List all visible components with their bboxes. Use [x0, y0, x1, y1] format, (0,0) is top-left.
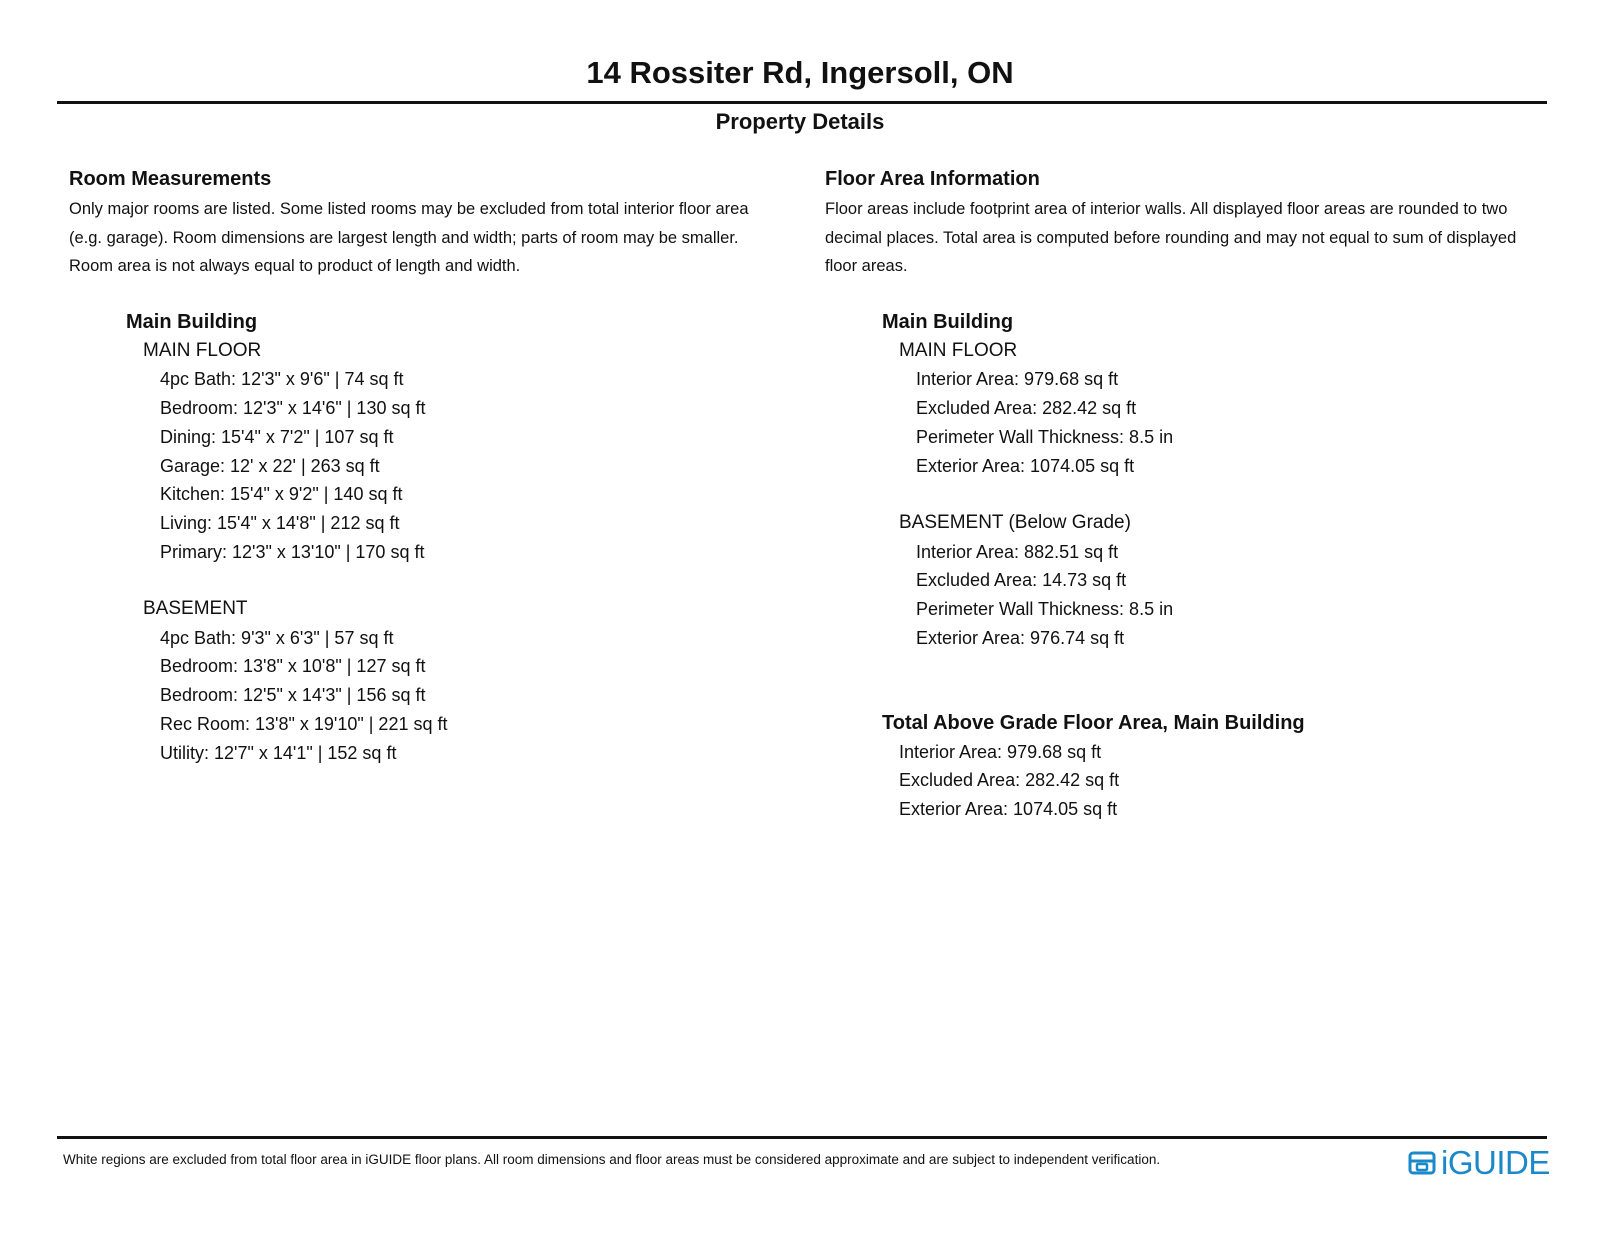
- area-item: Exterior Area: 976.74 sq ft: [916, 627, 1125, 648]
- spacer: [882, 480, 1173, 509]
- footer-divider: [57, 1136, 1547, 1139]
- room-item: Kitchen: 15'4" x 9'2" | 140 sq ft: [160, 484, 403, 505]
- floor-area-list: [882, 308, 1173, 652]
- area-item: Interior Area: 882.51 sq ft: [916, 541, 1119, 562]
- total-item: Exterior Area: 1074.05 sq ft: [899, 799, 1118, 820]
- page-subtitle: Property Details: [715, 109, 885, 134]
- room-item: Utility: 12'7" x 14'1" | 152 sq ft: [160, 742, 397, 763]
- footer-disclaimer: White regions are excluded from total floor area in iGUIDE floor plans. All room dimensions and floor areas must be considered approximate and are subject to independent verification.: [63, 1152, 1161, 1167]
- description-line: Room area is not always equal to product of length and width.: [69, 257, 521, 276]
- floor-area-heading: Floor Area Information: [825, 168, 1040, 190]
- room-item: 4pc Bath: 12'3" x 9'6" | 74 sq ft: [160, 369, 404, 390]
- room-measurements-description: [69, 195, 789, 281]
- area-item: Perimeter Wall Thickness: 8.5 in: [916, 426, 1174, 447]
- area-item: Interior Area: 979.68 sq ft: [916, 369, 1119, 390]
- area-item: Excluded Area: 14.73 sq ft: [916, 570, 1127, 591]
- room-item: Bedroom: 13'8" x 10'8" | 127 sq ft: [160, 656, 426, 677]
- spacer: [126, 566, 447, 595]
- room-item: Dining: 15'4" x 7'2" | 107 sq ft: [160, 426, 394, 447]
- floor-label-main: MAIN FLOOR: [899, 339, 1018, 361]
- floor-label-basement: BASEMENT (Below Grade): [899, 511, 1131, 533]
- total-item: Interior Area: 979.68 sq ft: [899, 741, 1102, 762]
- description-line: (e.g. garage). Room dimensions are largest length and width; parts of room may be smaller.: [69, 228, 739, 247]
- room-item: Bedroom: 12'3" x 14'6" | 130 sq ft: [160, 398, 426, 419]
- page-title: 14 Rossiter Rd, Ingersoll, ON: [586, 55, 1014, 90]
- room-item: Living: 15'4" x 14'8" | 212 sq ft: [160, 512, 400, 533]
- area-item: Perimeter Wall Thickness: 8.5 in: [916, 599, 1174, 620]
- room-measurements-heading: Room Measurements: [69, 168, 272, 190]
- total-item: Excluded Area: 282.42 sq ft: [899, 770, 1120, 791]
- description-line: Only major rooms are listed. Some listed rooms may be excluded from total interior floor area: [69, 200, 749, 218]
- total-floor-area: [882, 709, 1305, 824]
- room-item: Rec Room: 13'8" x 19'10" | 221 sq ft: [160, 713, 448, 734]
- header-divider: [57, 101, 1547, 104]
- logo-text: iGUIDE: [1441, 1144, 1550, 1181]
- room-item: 4pc Bath: 9'3" x 6'3" | 57 sq ft: [160, 627, 394, 648]
- iguide-logo: [1408, 1145, 1550, 1181]
- floor-area-intro: [825, 165, 1560, 281]
- floor-area-description: [825, 195, 1560, 281]
- description-line: decimal places. Total area is computed before rounding and may not equal to sum of displayed: [825, 228, 1517, 247]
- room-list: [126, 308, 447, 767]
- area-item: Excluded Area: 282.42 sq ft: [916, 398, 1137, 419]
- building-title: Main Building: [882, 311, 1014, 333]
- room-item: Bedroom: 12'5" x 14'3" | 156 sq ft: [160, 685, 426, 706]
- area-item: Exterior Area: 1074.05 sq ft: [916, 455, 1135, 476]
- room-item: Garage: 12' x 22' | 263 sq ft: [160, 455, 380, 476]
- floor-label-basement: BASEMENT: [143, 598, 248, 620]
- description-line: Floor areas include footprint area of interior walls. All displayed floor areas are rounded to two: [825, 200, 1508, 218]
- room-item: Primary: 12'3" x 13'10" | 170 sq ft: [160, 541, 425, 562]
- floor-label-main: MAIN FLOOR: [143, 339, 262, 361]
- building-title: Main Building: [126, 311, 258, 333]
- room-measurements-intro: [69, 165, 789, 281]
- camera-icon: [1408, 1150, 1438, 1176]
- total-title: Total Above Grade Floor Area, Main Building: [882, 712, 1305, 734]
- description-line: floor areas.: [825, 257, 908, 276]
